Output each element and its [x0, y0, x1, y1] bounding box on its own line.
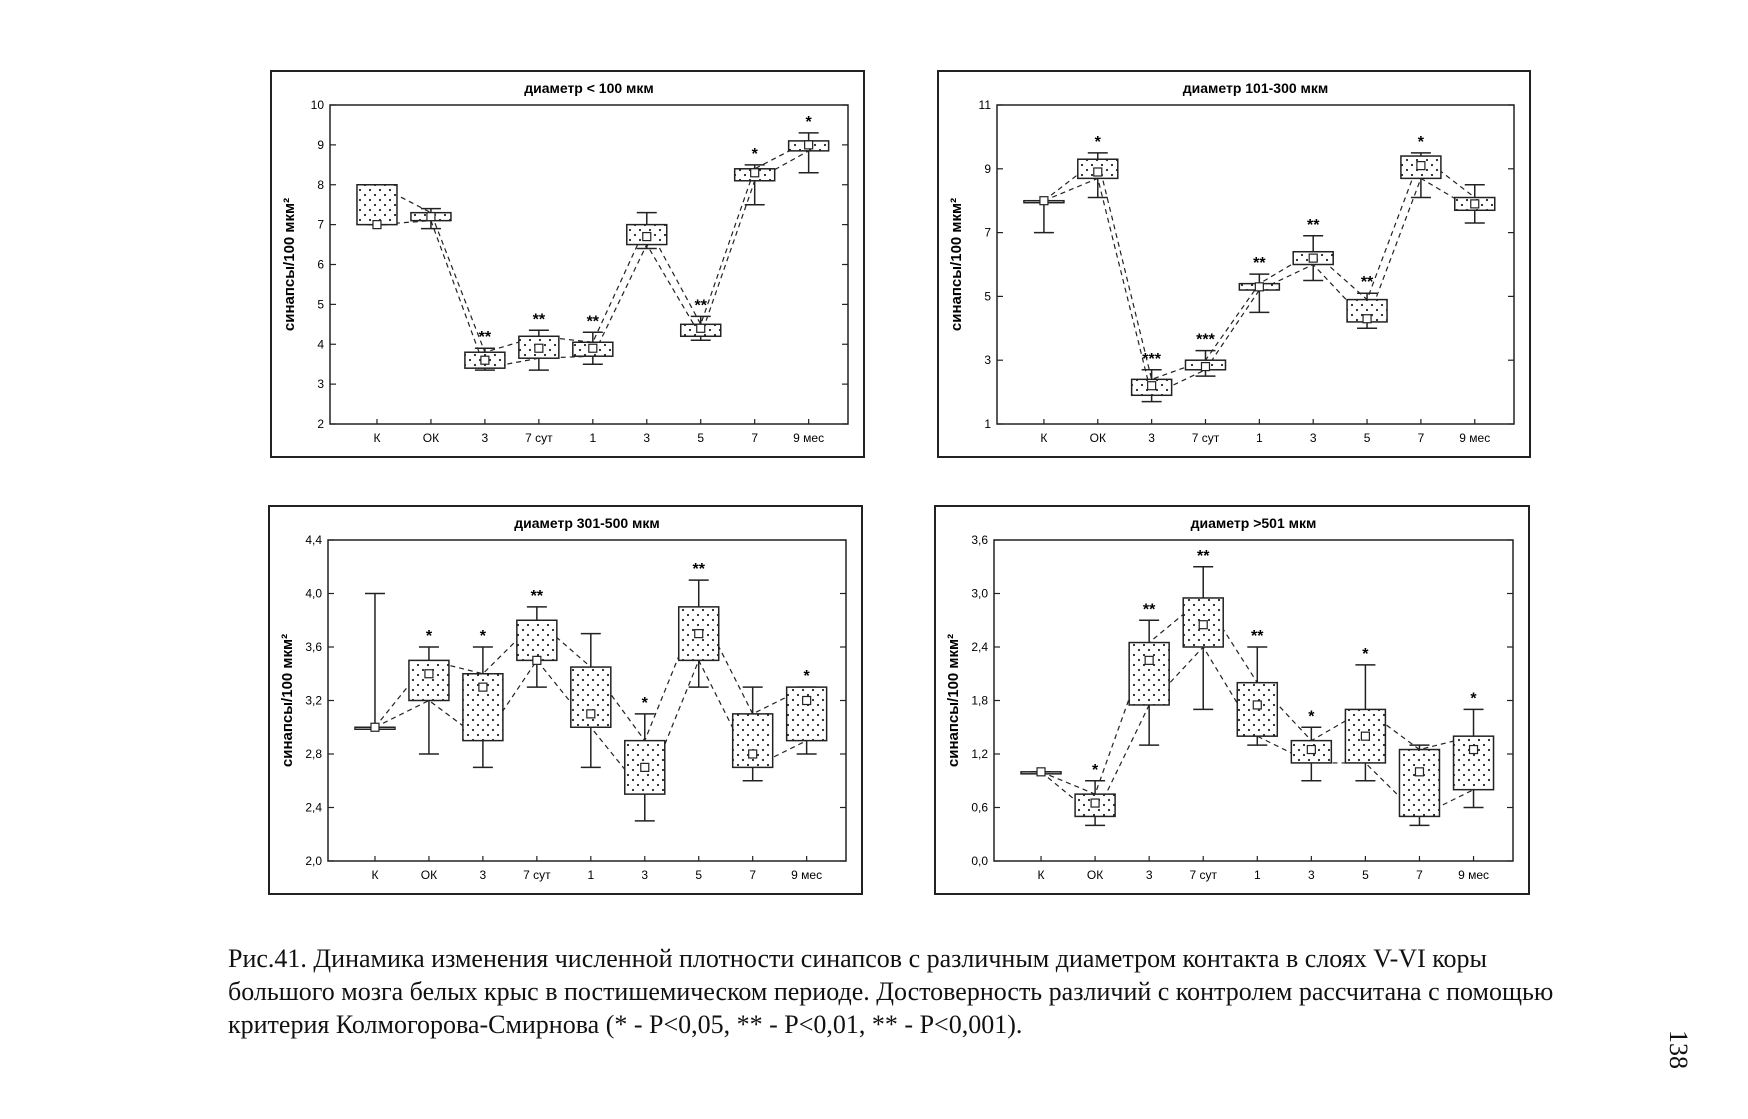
y-axis-label: синапсы/100 мкм² [945, 633, 962, 768]
median-marker [1471, 200, 1479, 208]
chart-svg [936, 507, 1528, 893]
box-plot-group [1347, 274, 1387, 328]
x-tick-label: 3 [641, 868, 649, 882]
box-plot-group [1454, 690, 1494, 807]
y-tick-label: 4,0 [305, 586, 322, 601]
box-fill-pattern [357, 185, 397, 225]
chart-title: диаметр 301-500 мкм [514, 515, 660, 531]
median-marker [805, 141, 813, 149]
median-marker [1094, 168, 1102, 176]
y-tick-label: 6 [317, 257, 324, 272]
box-plot-group [1075, 762, 1115, 826]
chart-svg [270, 507, 861, 893]
y-tick-label: 8 [317, 177, 324, 192]
plot-area [330, 105, 848, 424]
median-marker [1363, 315, 1371, 323]
median-marker [1361, 732, 1369, 740]
y-axis-label: синапсы/100 мкм² [281, 197, 298, 332]
x-tick-label: 3 [479, 868, 487, 882]
median-marker [749, 750, 757, 758]
y-tick-label: 9 [984, 161, 991, 176]
y-tick-label: 3,2 [305, 693, 322, 708]
significance-label: *** [1196, 331, 1215, 349]
significance-label: * [1362, 645, 1369, 663]
x-tick-label: ОК [1086, 868, 1104, 882]
chart-panel-diameter-gt-501 [934, 505, 1530, 895]
median-marker [1040, 197, 1048, 205]
x-tick-label: 1 [589, 431, 597, 445]
box-plot-group [681, 297, 721, 340]
box-plot-group [465, 329, 505, 370]
median-marker [533, 656, 541, 664]
y-tick-label: 2,4 [971, 640, 988, 654]
x-tick-label: К [371, 868, 379, 882]
x-tick-label: 5 [1362, 868, 1369, 882]
box-fill-pattern [1129, 643, 1169, 705]
significance-label: ** [586, 313, 600, 331]
box-plot-group [679, 561, 719, 687]
y-tick-label: 7 [984, 225, 991, 240]
x-tick-label: 1 [587, 868, 595, 882]
significance-label: ** [478, 329, 492, 347]
x-tick-label: К [373, 431, 381, 445]
y-tick-label: 2,0 [305, 854, 322, 868]
box-plot-group [1455, 185, 1495, 223]
box-plot-group [357, 185, 397, 229]
significance-label: ** [1253, 255, 1266, 273]
box-fill-pattern [517, 620, 557, 660]
median-marker [1470, 746, 1478, 754]
significance-label: ** [1306, 216, 1320, 234]
x-tick-label: 7 [751, 431, 759, 445]
x-tick-label: К [1040, 431, 1048, 445]
significance-label: * [751, 145, 758, 163]
box-plot-group [787, 668, 827, 754]
box-plot-group [1291, 708, 1331, 781]
y-tick-label: 0,0 [971, 854, 988, 868]
x-tick-label: К [1037, 868, 1045, 882]
median-marker [1307, 746, 1315, 754]
median-marker [587, 710, 595, 718]
x-tick-label: 7 сут [1191, 431, 1220, 445]
x-tick-label: 3 [1308, 868, 1315, 882]
x-tick-label: 7 [1416, 868, 1423, 882]
y-tick-label: 10 [310, 98, 324, 112]
median-marker [1145, 656, 1153, 664]
figure-caption: Рис.41. Динамика изменения численной плотности синапсов с различным диаметром контакта в слоях V-VI коры большого мозга белых крыс в постишемическом периоде. Достоверность различий с контролем рассчитана с помощью критерия Колмогорова-Смирнова (* - P<0,05, ** - P<0,01, ** - P<0,001). [228, 944, 1554, 1039]
y-tick-label: 3,0 [971, 586, 988, 601]
y-tick-label: 3 [317, 377, 324, 392]
x-tick-label: 1 [1256, 431, 1263, 445]
median-marker [695, 630, 703, 638]
chart-panel-diameter-101-300 [937, 70, 1531, 458]
median-marker [1091, 799, 1099, 807]
significance-label: * [1417, 133, 1425, 151]
box-plot-group [1078, 134, 1118, 198]
box-fill-pattern [1399, 750, 1439, 817]
significance-label: ** [694, 297, 707, 315]
box-fill-pattern [409, 660, 449, 700]
x-tick-label: 9 мес [791, 868, 823, 882]
box-plot-group [411, 209, 451, 229]
median-marker [371, 723, 379, 731]
median-marker [1253, 701, 1261, 709]
median-marker [697, 324, 705, 332]
box-plot-group [735, 146, 775, 205]
box-fill-pattern [787, 687, 827, 741]
box-plot-group [1132, 351, 1172, 402]
y-tick-label: 1 [984, 417, 991, 431]
box-plot-group [733, 687, 773, 781]
x-tick-label: 3 [1309, 431, 1317, 445]
median-marker [1309, 254, 1317, 262]
x-tick-label: 7 [1417, 431, 1425, 445]
significance-label: * [641, 694, 648, 712]
significance-label: * [1091, 761, 1099, 779]
box-plot-group [1021, 768, 1061, 776]
median-marker [373, 221, 381, 229]
y-tick-label: 3 [984, 353, 991, 368]
x-tick-label: ОК [420, 868, 438, 882]
box-plot-group [463, 628, 503, 767]
significance-label: ** [692, 561, 705, 579]
y-tick-label: 2,4 [305, 800, 322, 815]
box-plot-group [517, 588, 557, 687]
median-marker [479, 683, 487, 691]
significance-label: * [479, 628, 487, 645]
significance-label: * [1470, 690, 1477, 708]
y-tick-label: 9 [317, 137, 324, 152]
box-plot-group [1183, 548, 1223, 710]
box-plot-group [1399, 745, 1439, 825]
significance-label: * [425, 628, 433, 645]
x-tick-label: 1 [1253, 868, 1261, 882]
x-tick-label: 5 [697, 431, 705, 445]
significance-label: *** [1142, 350, 1161, 368]
y-tick-label: 5 [984, 289, 991, 304]
x-tick-label: ОК [422, 431, 440, 445]
median-marker [1255, 283, 1263, 291]
x-tick-label: 9 мес [1459, 431, 1491, 445]
box-plot-group [571, 634, 611, 768]
box-plot-group [1129, 601, 1169, 745]
x-tick-label: 3 [1148, 431, 1155, 445]
y-tick-label: 3,6 [305, 640, 322, 654]
significance-label: ** [1142, 601, 1156, 619]
chart-svg [272, 72, 863, 456]
median-marker [803, 697, 811, 705]
significance-label: ** [1196, 547, 1210, 565]
chart-title: диаметр < 100 мкм [524, 80, 654, 96]
median-marker [481, 356, 489, 364]
box-plot-group [409, 628, 449, 754]
chart-svg [939, 72, 1529, 456]
y-tick-label: 2,8 [305, 747, 322, 761]
y-axis-label: синапсы/100 мкм² [279, 633, 296, 768]
x-tick-label: 5 [1363, 431, 1371, 445]
x-tick-label: 5 [695, 868, 703, 882]
significance-label: * [803, 668, 810, 686]
y-axis-label: синапсы/100 мкм² [948, 197, 965, 332]
box-plot-group [1345, 646, 1385, 781]
significance-label: * [1308, 708, 1315, 726]
y-tick-label: 5 [317, 297, 324, 312]
significance-label: * [805, 113, 812, 131]
box-plot-group [1401, 134, 1441, 198]
median-marker [1199, 621, 1207, 629]
x-tick-label: 3 [1145, 868, 1153, 882]
significance-label: ** [1360, 274, 1374, 292]
box-fill-pattern [733, 714, 773, 768]
x-tick-label: 3 [481, 431, 489, 445]
box-plot-group [573, 313, 613, 364]
y-tick-label: 1,2 [971, 747, 988, 761]
median-marker [1201, 363, 1209, 371]
y-tick-label: 11 [978, 98, 991, 112]
page-number: 138 [1664, 1030, 1693, 1069]
y-tick-label: 4,4 [305, 533, 322, 547]
x-tick-label: 7 сут [525, 431, 553, 445]
median-marker [1417, 162, 1425, 170]
significance-label: ** [530, 587, 544, 605]
box-plot-group [625, 695, 665, 821]
significance-label: * [1094, 133, 1101, 151]
x-tick-label: 7 [749, 868, 757, 882]
median-marker [1148, 382, 1156, 390]
box-plot-group [627, 213, 667, 249]
median-marker [427, 213, 435, 221]
x-tick-label: 9 мес [793, 431, 825, 445]
significance-label: ** [1251, 628, 1264, 645]
box-plot-group [1239, 255, 1279, 312]
x-tick-label: ОК [1089, 431, 1106, 445]
y-tick-label: 2 [317, 417, 324, 431]
box-plot-group [519, 311, 559, 370]
significance-label: ** [532, 311, 546, 329]
median-marker [535, 344, 543, 352]
box-plot-group [1024, 197, 1064, 233]
median-marker [589, 344, 597, 352]
y-tick-label: 0,6 [971, 800, 988, 815]
box-plot-group [1237, 628, 1277, 745]
x-tick-label: 7 сут [523, 868, 551, 882]
box-plot-group [789, 114, 829, 173]
box-plot-group [1185, 332, 1225, 377]
y-tick-label: 7 [317, 217, 324, 232]
x-tick-label: 9 мес [1458, 868, 1489, 882]
chart-panel-diameter-lt-100 [270, 70, 865, 458]
chart-panel-diameter-301-500 [268, 505, 863, 895]
median-marker [751, 169, 759, 177]
median-marker [641, 763, 649, 771]
y-tick-label: 3,6 [971, 533, 988, 547]
chart-title: диаметр >501 мкм [1190, 515, 1317, 531]
y-tick-label: 1,8 [971, 693, 988, 708]
median-marker [1037, 768, 1045, 776]
x-tick-label: 3 [643, 431, 651, 445]
x-tick-label: 7 сут [1189, 868, 1217, 882]
y-tick-label: 4 [317, 337, 324, 352]
median-marker [425, 670, 433, 678]
median-marker [643, 233, 651, 241]
median-marker [1415, 768, 1423, 776]
box-fill-pattern [1454, 736, 1494, 790]
chart-title: диаметр 101-300 мкм [1182, 80, 1329, 96]
